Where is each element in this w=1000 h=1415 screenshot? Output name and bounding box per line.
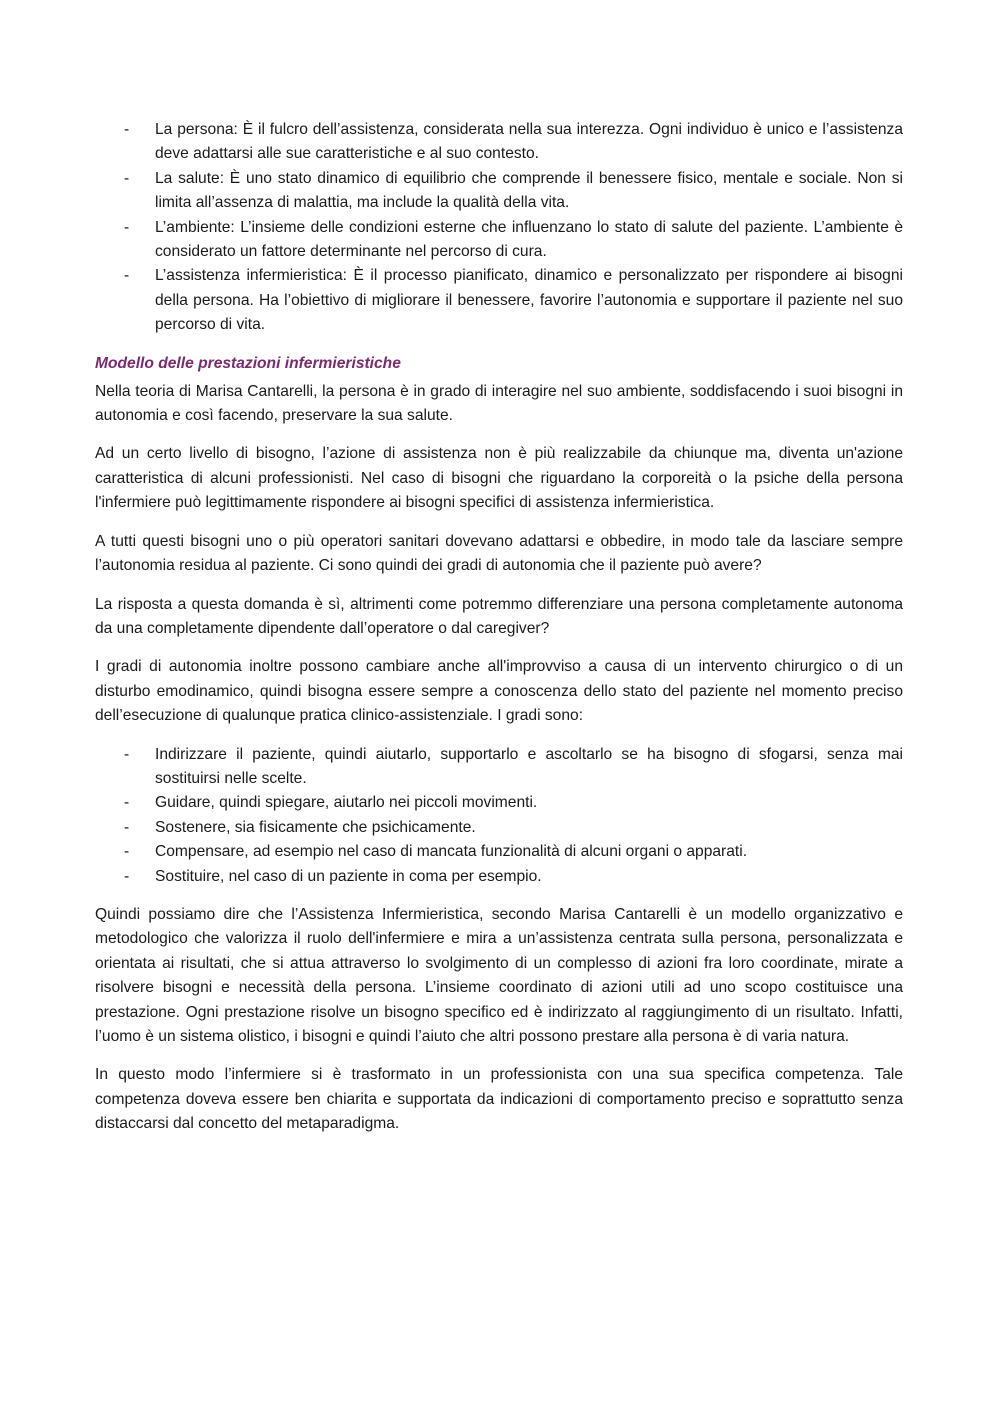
autonomy-grades-list xyxy=(95,743,903,889)
list-item-text: Indirizzare il paziente, quindi aiutarlo, supportarlo e ascoltarlo se ha bisogno di sfogarsi, senza mai sostituirsi nelle scelte. xyxy=(155,745,903,787)
list-item-text: L’assistenza infermieristica: È il processo pianificato, dinamico e personalizzato per rispondere ai bisogni della persona. Ha l’obiettivo di migliorare il benessere, favorire l’autonomia e supportare il paziente nel suo percorso di vita. xyxy=(155,267,903,334)
paragraph: Ad un certo livello di bisogno, l’azione di assistenza non è più realizzabile da chiunque ma, diventa un'azione caratteristica di alcuni professionisti. Nel caso di bisogni che riguardano la corporeità o la psiche della persona l'infermiere può legittimamente rispondere ai bisogni specifici di assistenza infermieristica. xyxy=(95,445,903,512)
paragraph: Nella teoria di Marisa Cantarelli, la persona è in grado di interagire nel suo ambiente, soddisfacendo i suoi bisogni in autonomia e così facendo, preservare la sua salute. xyxy=(95,382,903,425)
document-page xyxy=(95,118,903,1151)
bullet-dash: - xyxy=(124,818,130,836)
list-item xyxy=(95,216,903,265)
list-item-text: La salute: È uno stato dinamico di equilibrio che comprende il benessere fisico, mentale e sociale. Non si limita all’assenza di malattia, ma include la qualità della vita. xyxy=(155,169,903,212)
bullet-dash: - xyxy=(124,794,130,812)
list-item xyxy=(95,816,903,840)
list-item xyxy=(95,840,903,864)
list-item xyxy=(95,264,903,337)
bullet-dash: - xyxy=(124,218,130,236)
bullet-dash: - xyxy=(124,867,130,885)
list-item xyxy=(95,118,903,167)
paragraph: I gradi di autonomia inoltre possono cambiare anche all'improvviso a causa di un intervento chirurgico o di un disturbo emodinamico, quindi bisogna essere sempre a conoscenza dello stato del paziente nel momento preciso dell’esecuzione di qualunque pratica clinico-assistenziale. I gradi sono: xyxy=(95,658,903,725)
bullet-dash: - xyxy=(124,169,130,187)
paragraph: La risposta a questa domanda è sì, altrimenti come potremmo differenziare una persona completamente autonoma da una completamente dipendente dall’operatore o dal caregiver? xyxy=(95,595,903,637)
list-item xyxy=(95,743,903,792)
bullet-dash: - xyxy=(124,745,130,763)
paragraph: Quindi possiamo dire che l’Assistenza Infermieristica, secondo Marisa Cantarelli è un modello organizzativo e metodologico che valorizza il ruolo dell'infermiere e mira a un’assistenza centrata sulla persona, personalizzata e orientata ai risultati, che si attua attraverso lo svolgimento di un complesso di azioni fra loro coordinate, mirate a risolvere bisogni e necessità della persona. L’insieme coordinato di azioni utili ad uno scopo costituisce una prestazione. Ogni prestazione risolve un bisogno specifico ed è indirizzato al raggiungimento di un risultato. Infatti, l’uomo è un sistema olistico, i bisogni e quindi l’aiuto che altri possono prestare alla persona è di varia natura. xyxy=(95,905,903,1045)
list-item-text: L’ambiente: L’insieme delle condizioni esterne che influenzano lo stato di salute del paziente. L’ambiente è considerato un fattore determinante nel percorso di cura. xyxy=(155,218,903,261)
metaparadigm-list xyxy=(95,118,903,338)
list-item-text: Sostituire, nel caso di un paziente in coma per esempio. xyxy=(155,867,542,885)
list-item-text: La persona: È il fulcro dell’assistenza, considerata nella sua interezza. Ogni individuo è unico e l’assistenza deve adattarsi alle sue caratteristiche e al suo contesto. xyxy=(155,121,903,163)
list-item-text: Sostenere, sia fisicamente che psichicamente. xyxy=(155,818,476,836)
list-item xyxy=(95,865,903,889)
paragraph: A tutti questi bisogni uno o più operatori sanitari dovevano adattarsi e obbedire, in modo tale da lasciare sempre l’autonomia residua al paziente. Ci sono quindi dei gradi di autonomia che il paziente può avere? xyxy=(95,532,903,575)
paragraph: In questo modo l’infermiere si è trasformato in un professionista con una sua specifica competenza. Tale competenza doveva essere ben chiarita e supportata da indicazioni di comportamento preciso e soprattutto senza distaccarsi dal concetto del metaparadigma. xyxy=(95,1066,903,1133)
list-item-text: Compensare, ad esempio nel caso di mancata funzionalità di alcuni organi o apparati. xyxy=(155,843,748,861)
list-item-text: Guidare, quindi spiegare, aiutarlo nei piccoli movimenti. xyxy=(155,794,538,812)
bullet-dash: - xyxy=(124,121,130,138)
bullet-dash: - xyxy=(124,267,130,285)
section-heading: Modello delle prestazioni infermieristiche xyxy=(95,354,401,372)
list-item xyxy=(95,167,903,216)
bullet-dash: - xyxy=(124,843,130,861)
list-item xyxy=(95,791,903,815)
